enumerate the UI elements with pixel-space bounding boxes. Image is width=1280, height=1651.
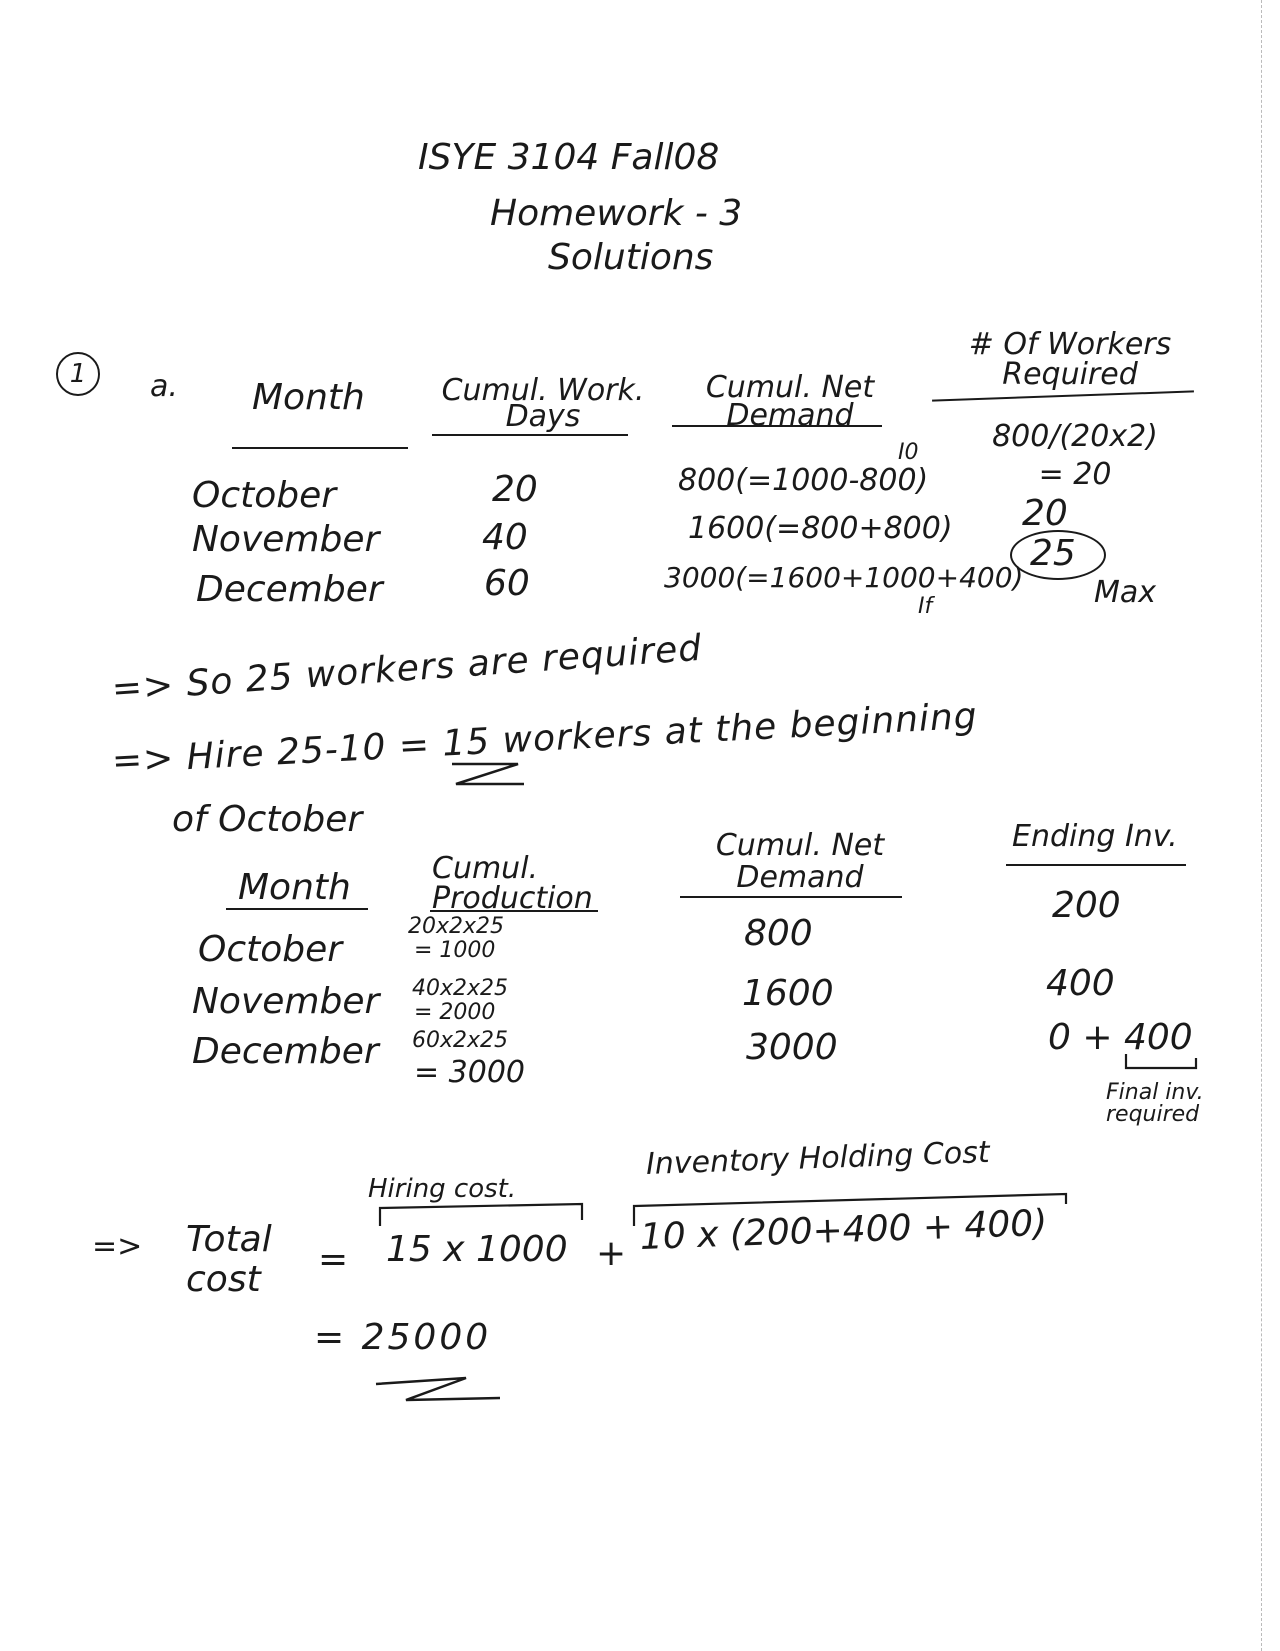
final-inv-note: Final inv. required [1106,1080,1204,1127]
hiring-cost-label: Hiring cost. [368,1174,517,1204]
t1-header-month: Month [252,377,365,418]
t1-row1-month: October [192,475,337,516]
t1-note-if: If [918,594,933,619]
t2-row1-prod-calc: 20x2x25 [408,914,505,939]
t2-header-month: Month [238,867,351,908]
t2-rule-month [226,908,368,910]
t1-row3-month: December [196,569,383,610]
part-label: a. [150,369,178,404]
problem-number: 1 [69,359,87,389]
assignment-title: Homework - 3 [490,193,743,234]
t2-row2-prod-calc: 40x2x25 [412,976,509,1001]
t2-header-demand: Cumul. Net Demand [715,828,885,895]
t2-header-ending: Ending Inv. [1012,819,1178,854]
t2-row3-prod-calc: 60x2x25 [412,1028,509,1053]
t2-row3-month: December [192,1031,379,1072]
hire-underline-mark [448,760,528,790]
t1-row1-days: 20 [492,469,538,510]
t2-row3-ending: 0 + 400 [1048,1017,1193,1058]
t1-rule-month [232,447,408,449]
scan-edge [1261,0,1262,1651]
t1-note-i0: I0 [898,440,919,465]
t2-rule-ending [1006,864,1186,866]
statement-hire: => Hire 25-10 = 15 workers at the beginning [110,695,979,782]
t1-row3-demand: 3000(=1600+1000+400) [664,561,1024,594]
total-plus: + [596,1233,627,1274]
total-result: = 25000 [314,1317,492,1358]
solutions-title: Solutions [548,237,714,278]
t1-rule-days [432,434,628,436]
t1-max-label: Max [1094,575,1157,610]
t1-row1-demand: 800(=1000-800) [678,463,929,498]
holding-cost-label: Inventory Holding Cost [645,1135,991,1182]
t2-rule-production [430,910,598,912]
holding-expression: 10 x (200+400 + 400) [639,1202,1048,1258]
t2-row3-demand: 3000 [746,1027,838,1068]
t2-row2-ending: 400 [1046,963,1115,1004]
t1-row3-days: 60 [484,563,530,604]
total-arrow: => [92,1229,143,1264]
problem-number-circle [56,352,100,396]
t1-header-demand: Cumul. Net Demand [705,370,875,433]
t1-rule-workers [932,390,1194,401]
total-equals: = [318,1239,349,1280]
t2-rule-demand [680,896,902,898]
t1-row1-workers: 800/(20x2) = 20 [992,419,1158,492]
t2-row2-month: November [192,981,380,1022]
t1-row3-workers: 25 [1030,533,1076,574]
t2-row1-ending: 200 [1052,885,1121,926]
statement-workers-required: => So 25 workers are required [110,627,704,710]
t1-row2-days: 40 [482,517,528,558]
t2-row2-prod-val: = 2000 [414,1000,496,1025]
total-cost-label: Total cost [186,1219,272,1300]
t1-header-days: Cumul. Work. Days [441,373,645,434]
t2-row2-demand: 1600 [742,973,834,1014]
t1-row2-workers: 20 [1022,493,1068,534]
t1-row2-demand: 1600(=800+800) [688,511,953,546]
hiring-expression: 15 x 1000 [386,1229,568,1270]
t2-row1-demand: 800 [744,913,813,954]
t1-rule-demand [672,425,882,427]
course-title: ISYE 3104 Fall08 [418,137,720,178]
t1-row2-month: November [192,519,380,560]
result-underline-mark [372,1372,512,1406]
t2-row1-month: October [198,929,343,970]
final-inv-bracket [1122,1052,1202,1076]
t1-header-workers: # Of Workers Required [968,327,1172,392]
statement-october: of October [172,799,363,840]
t2-header-production: Cumul. Production [432,851,593,916]
t2-row1-prod-val: = 1000 [414,938,496,963]
t2-row3-prod-val: = 3000 [414,1055,526,1090]
